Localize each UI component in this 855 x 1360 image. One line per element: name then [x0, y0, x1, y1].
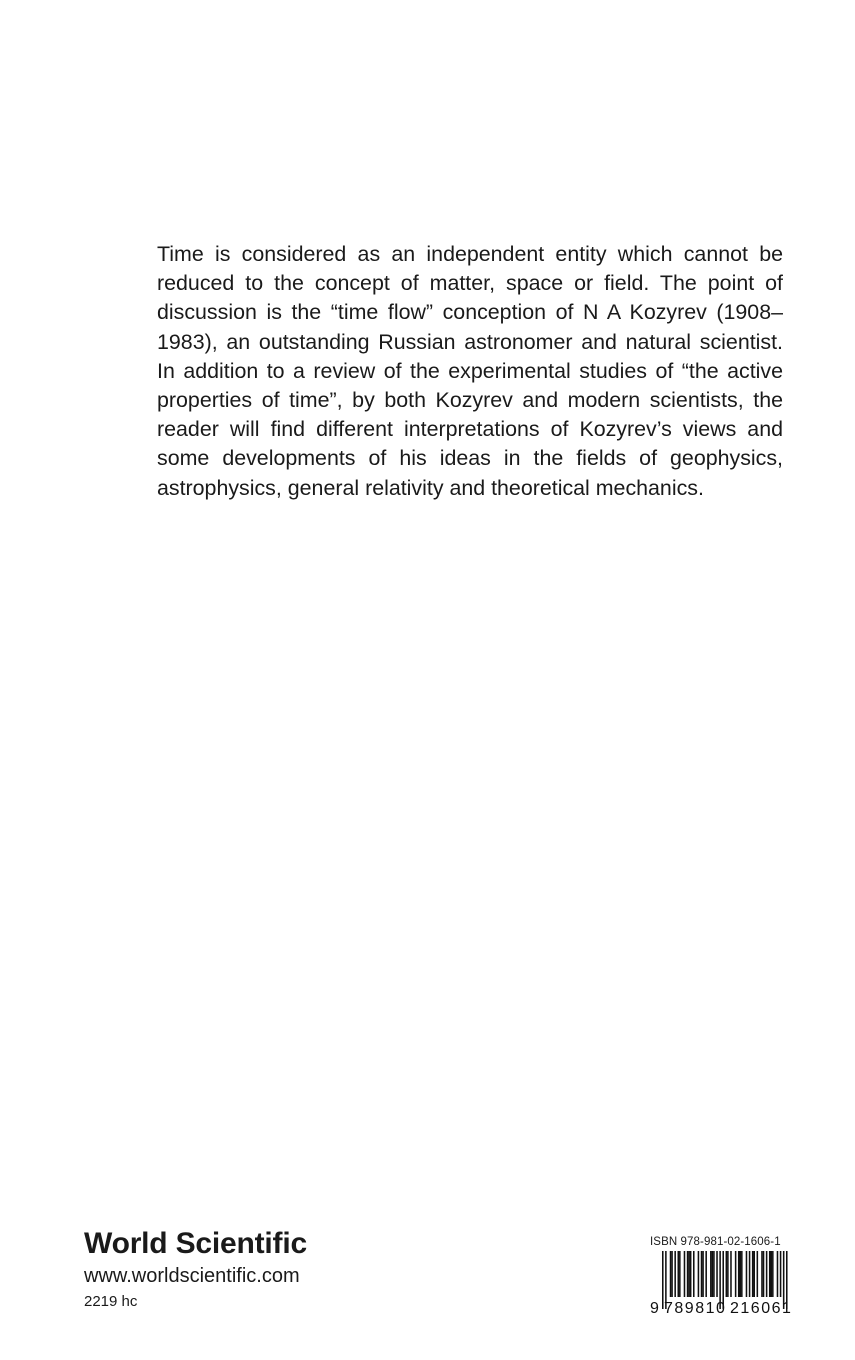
barcode-left-digits: 789810: [664, 1300, 727, 1315]
barcode-bar: [746, 1251, 748, 1297]
back-cover-description: [157, 240, 783, 503]
description-line: reduced to the concept of matter, space or field. The point of: [157, 271, 783, 296]
barcode-bar: [761, 1251, 763, 1297]
description-line: astrophysics, general relativity and theoretical mechanics.: [157, 475, 704, 500]
description-line: Time is considered as an independent entity which cannot be: [157, 242, 783, 266]
barcode-bar: [670, 1251, 672, 1297]
barcode-bar: [766, 1251, 768, 1297]
barcode-bar: [688, 1251, 690, 1297]
barcode-bar: [735, 1251, 737, 1297]
description-line: 1983), an outstanding Russian astronomer and natural scientist.: [157, 329, 783, 354]
barcode-bar: [701, 1251, 703, 1297]
description-line: reader will find different interpretations of Kozyrev’s views and: [157, 417, 783, 442]
barcode-bar: [769, 1251, 771, 1297]
barcode-bar: [716, 1251, 718, 1297]
barcode-bar: [740, 1251, 742, 1297]
barcode-bar: [752, 1251, 754, 1297]
barcode-bar: [771, 1251, 773, 1297]
barcode-bar: [693, 1251, 695, 1297]
barcode-bar: [698, 1251, 700, 1297]
publisher-name: World Scientific: [84, 1227, 307, 1260]
barcode-bar: [730, 1251, 732, 1297]
barcode-right-digits: 216061: [730, 1300, 793, 1315]
barcode-bar: [671, 1251, 673, 1297]
barcode-bar: [741, 1251, 743, 1297]
barcode-bar: [777, 1251, 779, 1297]
barcode-bar: [678, 1251, 680, 1297]
barcode-bar: [710, 1251, 712, 1297]
barcode-bar: [702, 1251, 704, 1297]
barcode-bar: [757, 1251, 759, 1297]
barcode-bar: [674, 1251, 676, 1297]
isbn-label: ISBN 978-981-02-1606-1: [650, 1236, 781, 1248]
barcode-bar: [749, 1251, 751, 1297]
barcode-bar: [726, 1251, 728, 1297]
barcode-bar: [713, 1251, 715, 1297]
barcode-bar: [690, 1251, 692, 1297]
barcode-bar: [687, 1251, 689, 1297]
barcode-bar: [780, 1251, 782, 1297]
barcode-bar: [727, 1251, 729, 1297]
isbn-barcode: [650, 1236, 800, 1316]
barcode-bar: [772, 1251, 774, 1297]
barcode-graphic: [650, 1251, 800, 1315]
barcode-bar: [712, 1251, 714, 1297]
publisher-block: [84, 1226, 384, 1312]
barcode-bar: [738, 1251, 740, 1297]
barcode-bar: [679, 1251, 681, 1297]
description-line: properties of time”, by both Kozyrev and modern scientists, the: [157, 388, 783, 413]
description-line: discussion is the “time flow” conception of N A Kozyrev (1908–: [157, 300, 783, 325]
barcode-bar: [705, 1251, 707, 1297]
barcode-lead-digit: 9: [650, 1300, 659, 1315]
catalog-code: 2219 hc: [84, 1293, 138, 1310]
description-line: In addition to a review of the experimental studies of “the active: [157, 358, 783, 383]
publisher-url: www.worldscientific.com: [84, 1265, 300, 1287]
description-line: some developments of his ideas in the fields of geophysics,: [157, 446, 783, 471]
barcode-bar: [763, 1251, 765, 1297]
barcode-bar: [684, 1251, 686, 1297]
barcode-bar: [753, 1251, 755, 1297]
